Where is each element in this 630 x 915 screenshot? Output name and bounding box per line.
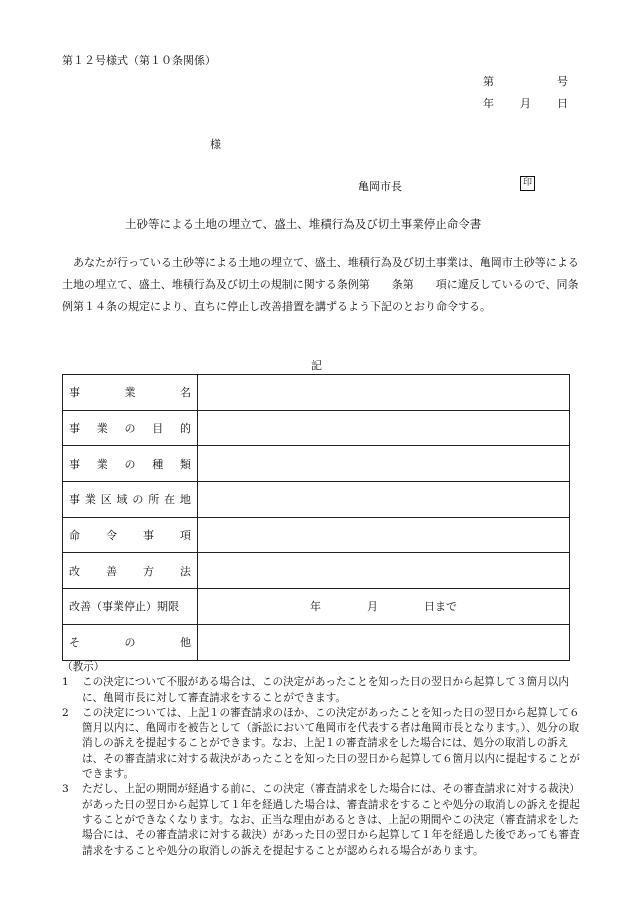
- row-value-field[interactable]: [198, 553, 570, 589]
- instructions-heading: （教示）: [62, 661, 105, 673]
- addressee-honorific: 様: [210, 138, 221, 151]
- row-label-char: 区: [100, 493, 112, 507]
- row-label-char: 業: [84, 493, 96, 507]
- row-label-char: 法: [180, 564, 191, 578]
- issuer-name: 亀岡市長: [358, 180, 402, 193]
- date-day-label: 日: [557, 97, 568, 110]
- instruction-text: この決定について不服がある場合は、この決定があったことを知った日の翌日から起算して３箇月以内に、亀岡市長に対して審査請求をすることができます。: [82, 676, 569, 704]
- document-number-suffix: 号: [557, 75, 568, 88]
- seal-icon: 印: [520, 176, 535, 191]
- instruction-number: 3: [62, 783, 69, 796]
- date-year-label: 年: [483, 97, 494, 110]
- row-label: [63, 553, 198, 589]
- table-row: [63, 482, 570, 518]
- row-label-char: 改: [69, 564, 80, 578]
- instruction-item: [62, 706, 582, 782]
- row-label-char: 名: [180, 386, 191, 400]
- row-value-field[interactable]: [198, 375, 570, 411]
- row-label: [63, 589, 198, 625]
- order-details-table: [62, 374, 570, 661]
- table-row: [63, 410, 570, 446]
- row-label-char: 事: [143, 529, 154, 543]
- row-label-char: 類: [180, 457, 191, 471]
- row-label-char: 改善（事業停止）期限: [69, 600, 179, 614]
- row-label-char: の: [124, 457, 136, 471]
- row-label: [63, 375, 198, 411]
- row-label: [63, 446, 198, 482]
- row-label-char: 地: [179, 493, 191, 507]
- row-label-char: 命: [69, 529, 80, 543]
- row-label-char: 域: [116, 493, 128, 507]
- instruction-number: 1: [62, 676, 69, 689]
- row-label-char: 他: [180, 636, 191, 650]
- table-row: [63, 589, 570, 625]
- body-text: あなたが行っている土砂等による土地の埋立て、盛土、堆積行為及び切土事業は、亀岡市土砂等による土地の埋立て、盛土、堆積行為及び切土の規制に関する条例第 条第 項に違反しているので、同条例第１４条の規定により、直ちに停止し改善措置を講ずるよう下記のとおり命令する。: [62, 256, 579, 313]
- table-row: [63, 375, 570, 411]
- row-label-char: 業: [124, 386, 136, 400]
- row-label-char: 善: [106, 564, 117, 578]
- row-label-char: 項: [180, 529, 191, 543]
- row-label-char: の: [124, 422, 136, 436]
- table-row: [63, 624, 570, 660]
- row-label-char: 種: [152, 457, 164, 471]
- row-value-field[interactable]: [198, 624, 570, 660]
- date-month-label: 月: [520, 97, 531, 110]
- row-label-char: 事: [69, 386, 80, 400]
- row-value-field[interactable]: [198, 482, 570, 518]
- row-value-field[interactable]: [198, 589, 570, 625]
- row-label-char: 令: [106, 529, 117, 543]
- instruction-text: ただし、上記の期間が経過する前に、この決定（審査請求をした場合には、その審査請求に対する裁決）があった日の翌日から起算して１年を経過した場合は、審査請求をすることや処分の取消しの訴えを提起することができなくなります。なお、正当な理由があるときは、上記の期間やこの決定（審査請求をした場合には、その審査請求に対する裁決）があった日の翌日から起算して１年を経過した後であっても審査請求をすることや処分の取消しの訴えを提起することが認められる場合があります。: [82, 783, 580, 857]
- instruction-text: この決定については、上記１の審査請求のほか、この決定があったことを知った日の翌日から起算して６箇月以内に、亀岡市を被告として（訴訟において亀岡市を代表する者は亀岡市長となります。）、処分の取消しの訴えを提起することができます。なお、上記１の審査請求をした場合には、処分の取消しの訴えは、その審査請求に対する裁決があったことを知った日の翌日から起算して６箇月以内に提起することができます。: [82, 706, 580, 781]
- row-label-char: 在: [164, 493, 176, 507]
- document-number-label: 第: [483, 75, 494, 88]
- row-label-char: そ: [69, 636, 80, 650]
- row-label: [63, 410, 198, 446]
- row-label: [63, 482, 198, 518]
- table-row: [63, 517, 570, 553]
- row-label-char: の: [132, 493, 144, 507]
- document-title: 土砂等による土地の埋立て、盛土、堆積行為及び切土事業停止命令書: [125, 217, 482, 231]
- table-row: [63, 446, 570, 482]
- row-label-char: 事: [69, 493, 80, 507]
- row-label-char: 的: [180, 422, 191, 436]
- table-row: [63, 553, 570, 589]
- row-label-char: の: [124, 636, 136, 650]
- deadline-until: 日まで: [424, 600, 457, 614]
- deadline-date: [198, 598, 569, 614]
- instruction-item: [62, 782, 582, 858]
- row-label-char: 業: [96, 457, 108, 471]
- ki-heading: 記: [311, 359, 322, 372]
- instructions-section: [62, 660, 582, 859]
- row-label: [63, 517, 198, 553]
- row-label-char: 目: [152, 422, 164, 436]
- row-value-field[interactable]: [198, 517, 570, 553]
- body-paragraph: [62, 252, 582, 318]
- instruction-number: 2: [62, 706, 69, 719]
- row-label-char: 事: [69, 422, 80, 436]
- row-label-char: 方: [143, 564, 154, 578]
- form-number: 第１２号様式（第１０条関係）: [62, 54, 216, 67]
- instruction-item: [62, 675, 582, 706]
- row-label-char: 業: [96, 422, 108, 436]
- row-value-field[interactable]: [198, 410, 570, 446]
- deadline-month: 月: [367, 600, 378, 614]
- row-label-char: 事: [69, 457, 80, 471]
- row-label-char: 所: [148, 493, 160, 507]
- row-value-field[interactable]: [198, 446, 570, 482]
- row-label: [63, 624, 198, 660]
- deadline-year: 年: [310, 600, 321, 614]
